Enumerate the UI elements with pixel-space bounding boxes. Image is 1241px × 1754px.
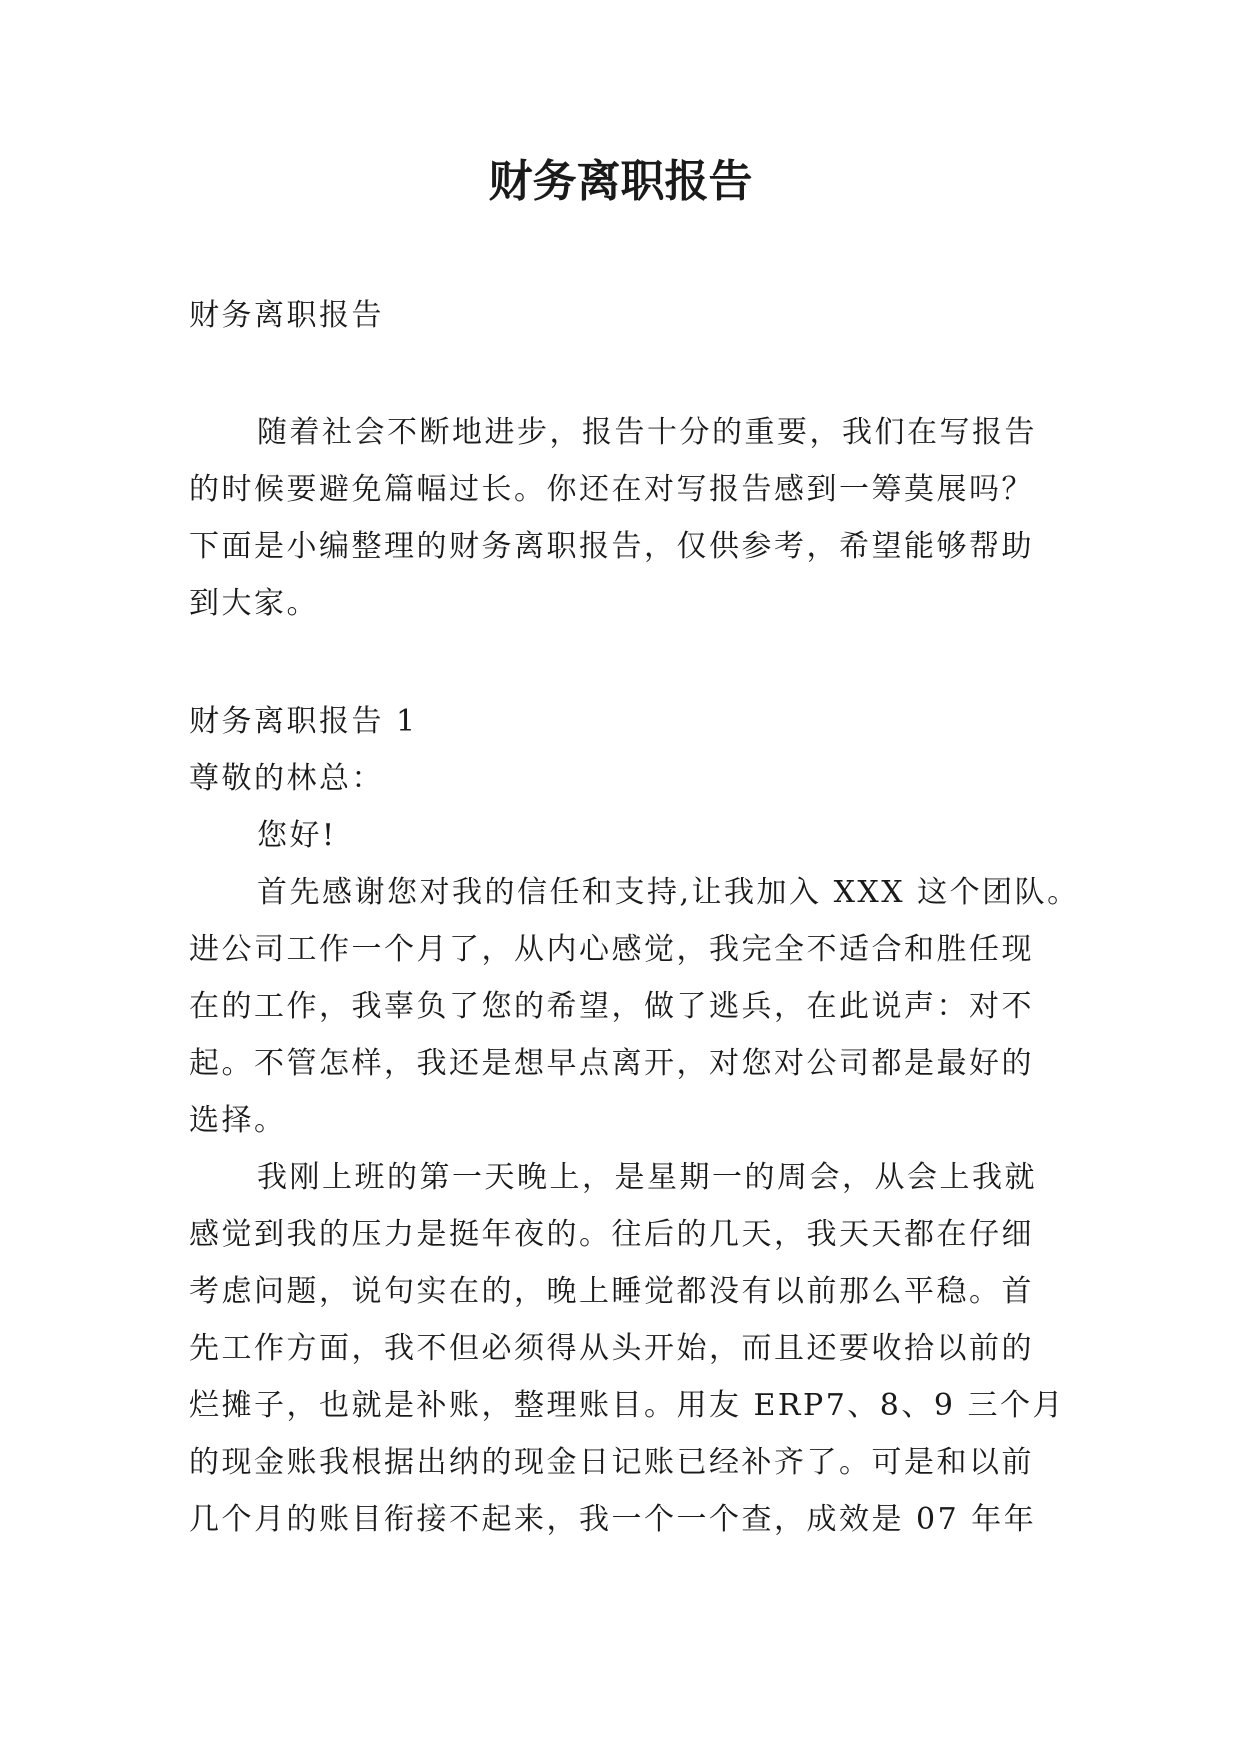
intro-line: 到大家。 [189, 586, 319, 621]
greeting: 您好! [257, 818, 337, 853]
paragraph-line: 在的工作，我辜负了您的希望，做了逃兵，在此说声：对不 [189, 989, 1034, 1024]
document-subtitle: 财务离职报告 [189, 298, 384, 333]
paragraph-line: 考虑问题，说句实在的，晚上睡觉都没有以前那么平稳。首 [189, 1274, 1034, 1309]
salutation: 尊敬的林总： [189, 761, 384, 796]
paragraph-line: 的现金账我根据出纳的现金日记账已经补齐了。可是和以前 [189, 1445, 1034, 1480]
document-title: 财务离职报告 [488, 156, 753, 207]
paragraph-line: 进公司工作一个月了，从内心感觉，我完全不适合和胜任现 [189, 932, 1034, 967]
paragraph-line: 选择。 [189, 1103, 287, 1138]
intro-line: 的时候要避免篇幅过长。你还在对写报告感到一筹莫展吗？ [189, 472, 1034, 507]
paragraph-line: 我刚上班的第一天晚上，是星期一的周会，从会上我就 [257, 1160, 1037, 1195]
intro-line: 下面是小编整理的财务离职报告，仅供参考，希望能够帮助 [189, 529, 1034, 564]
paragraph-line: 首先感谢您对我的信任和支持,让我加入 XXX 这个团队。 [257, 875, 1080, 910]
intro-line: 随着社会不断地进步，报告十分的重要，我们在写报告 [257, 415, 1037, 450]
paragraph-line: 烂摊子，也就是补账，整理账目。用友 ERP7、8、9 三个月 [189, 1388, 1066, 1423]
paragraph-line: 先工作方面，我不但必须得从头开始，而且还要收拾以前的 [189, 1331, 1034, 1366]
paragraph-line: 感觉到我的压力是挺年夜的。往后的几天，我天天都在仔细 [189, 1217, 1034, 1252]
paragraph-line: 几个月的账目衔接不起来，我一个一个查，成效是 07 年年 [189, 1502, 1037, 1537]
paragraph-line: 起。不管怎样，我还是想早点离开，对您对公司都是最好的 [189, 1046, 1034, 1081]
section-heading: 财务离职报告 1 [189, 704, 418, 739]
